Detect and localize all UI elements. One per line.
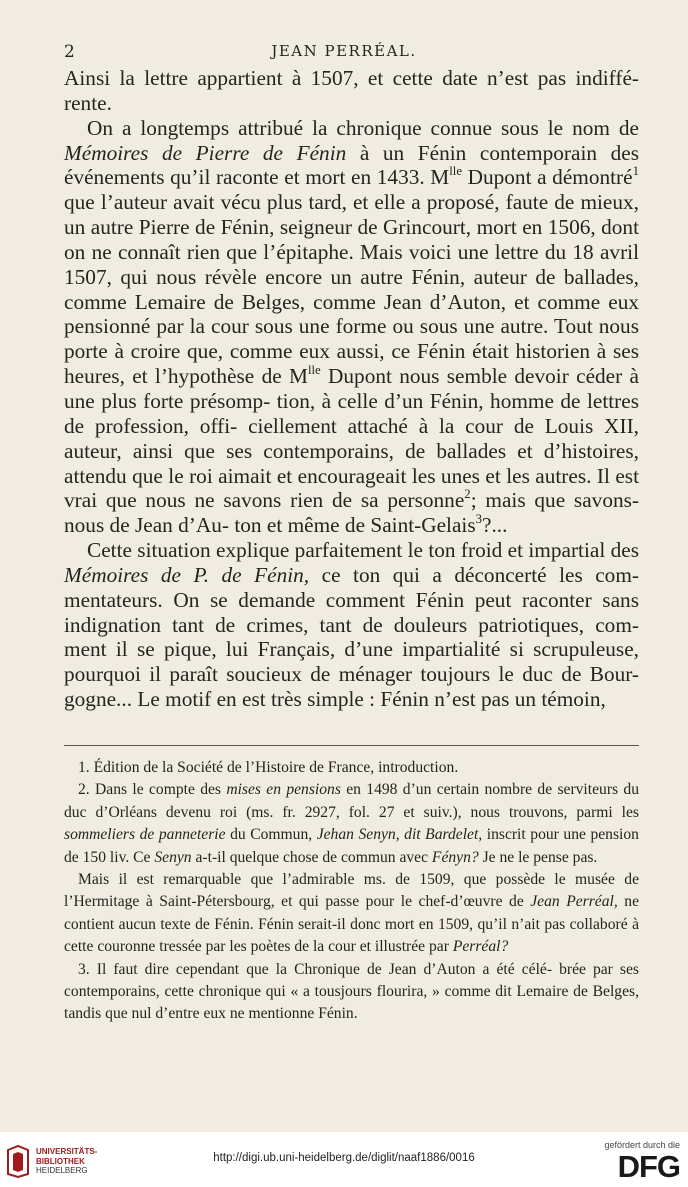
library-name: UNIVERSITÄTS- BIBLIOTHEK HEIDELBERG [36, 1147, 98, 1175]
italic-text: sommeliers de panneterie [64, 826, 226, 844]
text-run: 2. Dans le compte des [78, 781, 227, 799]
footnotes [64, 757, 639, 1026]
viewer-footer [0, 1132, 688, 1187]
page-number: 2 [64, 42, 75, 62]
paragraph [64, 116, 639, 538]
dfg-logo: DFG [617, 1149, 680, 1184]
text-run: que l’auteur avait vécu plus tard, et elle a proposé, faute de mieux, un autre Pierre de Fénin, seigneur de Grincourt, mort en 1506, dont on ne connaît rien que l’épitaphe. Mais voici une lettre du 18 avril 1507, qui nous révèle encore un autre Fénin, auteur de ballades, comme Lemaire de Belges, comme Jean d’Auton, et comme eux pensionné par la cour sous une forme ou sous une autre. Tout nous porte à croire que, comme eux aussi, ce Fénin était historien à ses heures, et l’hypothèse de M [64, 190, 639, 389]
italic-text: Jehan Senyn, dit Bardelet, [316, 826, 483, 844]
text-run: ; mais que savons-nous de Jean d’Au- ton et même de Saint-Gelais [64, 488, 640, 538]
text-run: Dupont nous semble devoir céder à une plus forte présomp- tion, à celle d’un Fénin, homme de lettres de profession, offi- ciellement attaché à la cour de Louis XII, auteur, ainsi que ses contemporains, de ballades et d’histoires, attendu que le roi aimait et encourageait les unes et les autres. Il est vrai que nous ne savons rien de sa personne [64, 364, 639, 513]
italic-text: Jean Perréal, [530, 893, 618, 911]
text-run: 3. Il faut dire cependant que la Chronique de Jean d’Auton a été célé- brée par ses contemporains, cette chronique qui « a tousjours flourira, » comme dit Lemaire de Belges, tandis que nul d’entre eux ne mentionne Fénin. [64, 960, 639, 1023]
footnote [64, 757, 639, 779]
text-run: ce ton qui a déconcerté les com- mentateurs. On se demande comment Fénin peut raconter sans indignation tant de crimes, tant de douleurs patriotiques, com- ment il se pique, lui Français, d’une impartialité si scrupuleuse, pourquoi il paraît soucieux de ménager toujours le duc de Bour- gogne... Le motif en est très simple : Fénin n’est pas un témoin, [64, 562, 639, 712]
text-run: du Commun, [225, 826, 317, 844]
paragraph [64, 66, 639, 116]
italic-text: Mémoires de Pierre de Fénin [64, 140, 347, 165]
footnote-divider [64, 745, 639, 746]
text-run: ?... [482, 513, 508, 538]
text-run: à un Fénin contemporain des événements qu’il raconte et mort en 1433. M [64, 140, 639, 190]
text-run: a-t-il quelque chose de commun avec [191, 848, 432, 866]
italic-text: Fényn? [431, 848, 479, 866]
footnote [64, 779, 639, 869]
italic-text: Mémoires de P. de Fénin, [64, 562, 310, 587]
footnote [64, 959, 639, 1026]
text-run: ne contient aucun texte de Fénin. Fénin serait-il donc mort en 1509, qu’il n’ait pas collaboré à cette couronne tressée par les poètes de la cour et illustrée par [64, 893, 639, 956]
funder-caption: gefördert durch die [604, 1140, 680, 1150]
superscript: lle [449, 164, 462, 179]
footnote [64, 869, 639, 959]
paragraph [64, 538, 639, 712]
text-run: Dupont a démontré [462, 165, 633, 190]
italic-text: Perréal? [452, 938, 509, 956]
text-run: inscrit pour une pension de 150 liv. Ce [64, 826, 639, 866]
superscript: lle [307, 362, 321, 377]
page-url-link[interactable]: http://digi.ub.uni-heidelberg.de/diglit/naaf1886/0016 [213, 1152, 475, 1164]
italic-text: mises en pensions [226, 781, 341, 799]
superscript: 2 [464, 486, 471, 501]
text-run: Je ne le pense pas. [478, 848, 598, 866]
body-text [64, 66, 639, 712]
text-run: Ainsi la lettre appartient à 1507, et cette date n’est pas indiffé- rente. [64, 66, 639, 115]
text-run: Mais il est remarquable que l’admirable ms. de 1509, que possède le musée de l’Hermitage à Saint-Pétersbourg, et qui passe pour le chef-d’œuvre de [64, 871, 639, 911]
text-run: en 1498 d’un certain nombre de serviteurs du duc d’Orléans devenu roi (ms. fr. 2927, fol. 27 et suiv.), nous trouvons, parmi les [64, 781, 639, 821]
text-run: Cette situation explique parfaitement le ton froid et impartial des [87, 538, 639, 563]
text-run: On a longtemps attribué la chronique connue sous le nom de [87, 115, 639, 140]
italic-text: Senyn [154, 848, 192, 866]
superscript: 3 [475, 511, 483, 526]
text-run: 1. Édition de la Société de l’Histoire de France, introduction. [78, 759, 459, 776]
superscript: 1 [632, 164, 639, 179]
running-title: JEAN PERRÉAL. [271, 42, 417, 60]
